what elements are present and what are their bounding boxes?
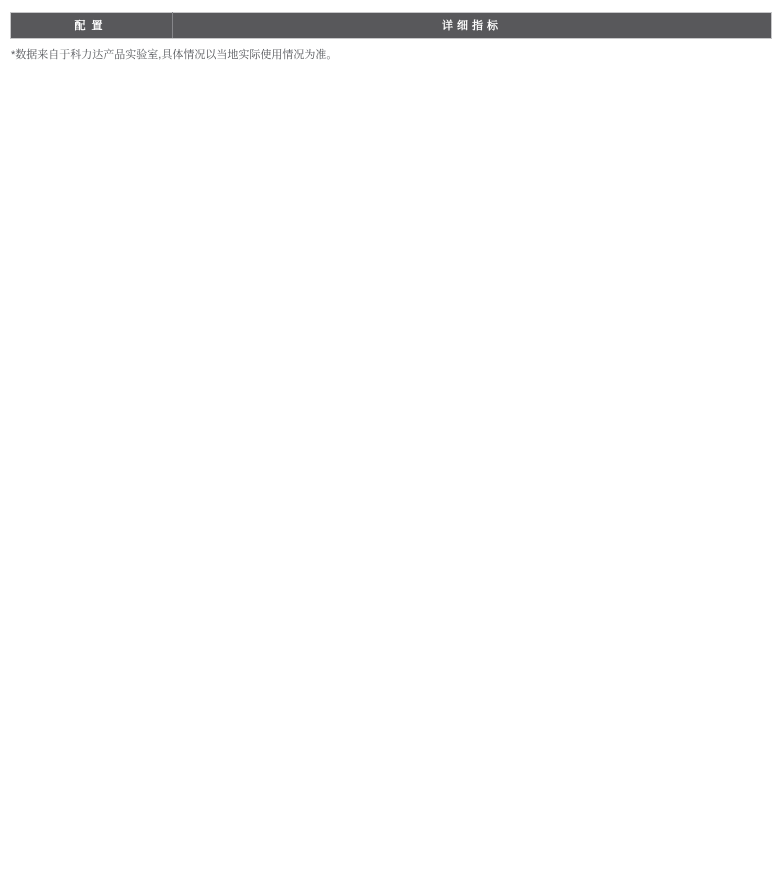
spec-sheet-page (0, 0, 781, 62)
spec-table-header (11, 13, 772, 39)
config-column-header: 配置 (11, 13, 173, 39)
detail-column-header: 详细指标 (173, 13, 772, 39)
spec-table (10, 12, 772, 39)
footnote: *数据来自于科力达产品实验室,具体情况以当地实际使用情况为准。 (11, 49, 338, 61)
header-row (11, 13, 772, 39)
